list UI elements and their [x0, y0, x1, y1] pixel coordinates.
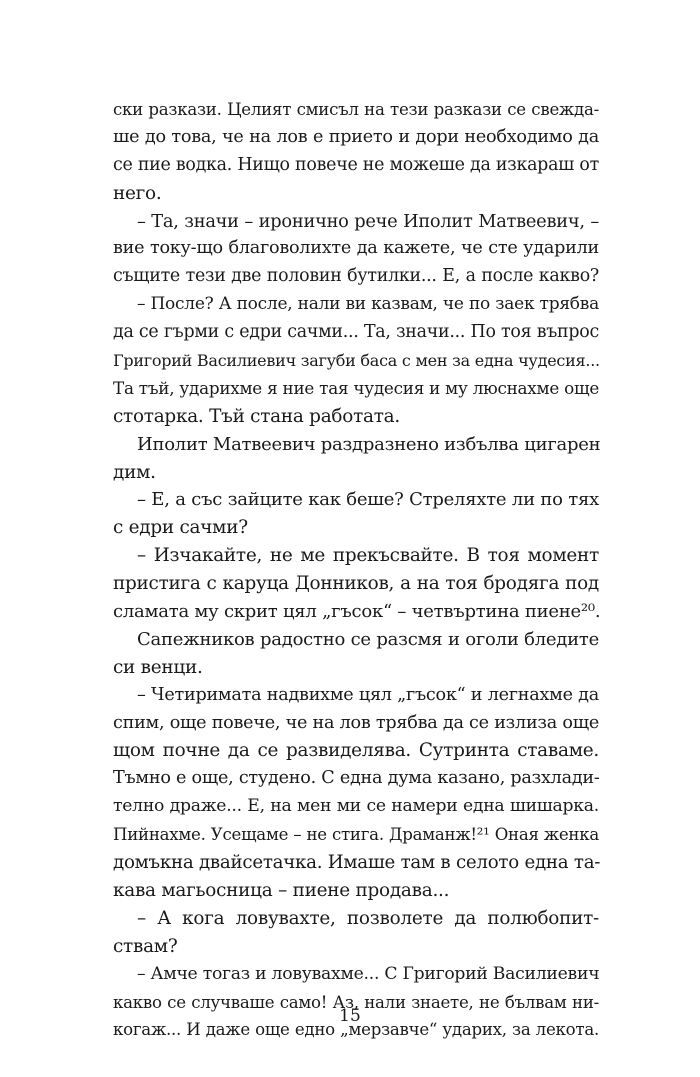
text-line: – Та, значи – иронично рече Иполит Матвеевич, – — [137, 210, 599, 232]
text-line: – После? А после, нали ви казвам, че по заек трябва — [137, 294, 599, 315]
text-line: – А кога ловувахте, позволете да полюбопит- — [137, 907, 599, 929]
text-line: стотарка. Тъй стана работата. — [113, 405, 400, 427]
text-line: сламата му скрит цял „гъсок“ – четвъртина пиене²⁰. — [113, 601, 601, 623]
text-line: с едри сачми? — [113, 517, 248, 539]
text-line: Иполит Матвеевич раздразнено избълва цигарен — [137, 433, 601, 455]
body-text — [113, 96, 599, 1044]
text-line: когаж... И даже още едно „мерзавче“ ударих, за лекота. — [113, 1020, 599, 1040]
text-line: – Амче тогаз и ловувахме... С Григорий Василиевич — [137, 963, 600, 984]
text-line: Пийнахме. Усещаме – не стига. Драманж!²¹ Оная женка — [113, 825, 599, 845]
text-line: вие току-що благоволихте да кажете, че сте ударили — [113, 238, 599, 259]
text-line: Сапежников радостно се разсмя и оголи бледите — [137, 628, 599, 650]
text-line: дим. — [113, 461, 156, 483]
text-line: – Изчакайте, не ме прекъсвайте. В тоя момент — [137, 545, 599, 567]
text-line: същите тези две половин бутилки... Е, а после какво? — [113, 266, 599, 287]
text-line: ски разкази. Целият смисъл на тези разкази се свежда- — [113, 100, 599, 119]
text-line: щом почне да се развиделява. Сутринта ставаме. — [113, 740, 599, 762]
text-line: телно дражe... Е, на мен ми се намери една шишарка. — [113, 796, 599, 817]
text-line: спим, още повече, че на лов трябва да се излиза още — [113, 712, 599, 733]
text-line: – Четиримата надвихме цял „гъсок“ и легнахме да — [137, 684, 599, 705]
text-line: домъкна двайсетачка. Имаше там в селото една та- — [113, 852, 601, 874]
text-line: да се гърми с едри сачми... Та, значи... По тоя въпрос — [113, 322, 599, 343]
text-line: – Е, а със зайците как беше? Стреляхте ли по тях — [137, 489, 599, 511]
text-line: си венци. — [113, 656, 203, 678]
text-line: пристига с каруца Донников, а на тоя бродяга под — [113, 573, 599, 595]
text-line: Григорий Василиевич загуби баса с мен за една чудесия... — [113, 351, 600, 371]
text-line: Та тъй, ударихме я ние тая чудесия и му люснахме още — [113, 377, 599, 398]
text-line: него. — [113, 182, 162, 204]
text-line: се пие водка. Нищо повече не можеше да изкараш от — [113, 154, 599, 175]
text-line: Тъмно е още, студено. С една дума казано, разхлади- — [113, 768, 600, 789]
page-number: 15 — [339, 1006, 361, 1026]
text-line: какво се случваше само! Аз, нали знаете, не бълвам ни- — [113, 992, 599, 1012]
text-line: ствам? — [113, 935, 178, 957]
text-line: кава магьосница – пиене продава... — [113, 879, 450, 901]
text-line: ше до това, че на лов е прието и дори необходимо да — [113, 126, 599, 147]
